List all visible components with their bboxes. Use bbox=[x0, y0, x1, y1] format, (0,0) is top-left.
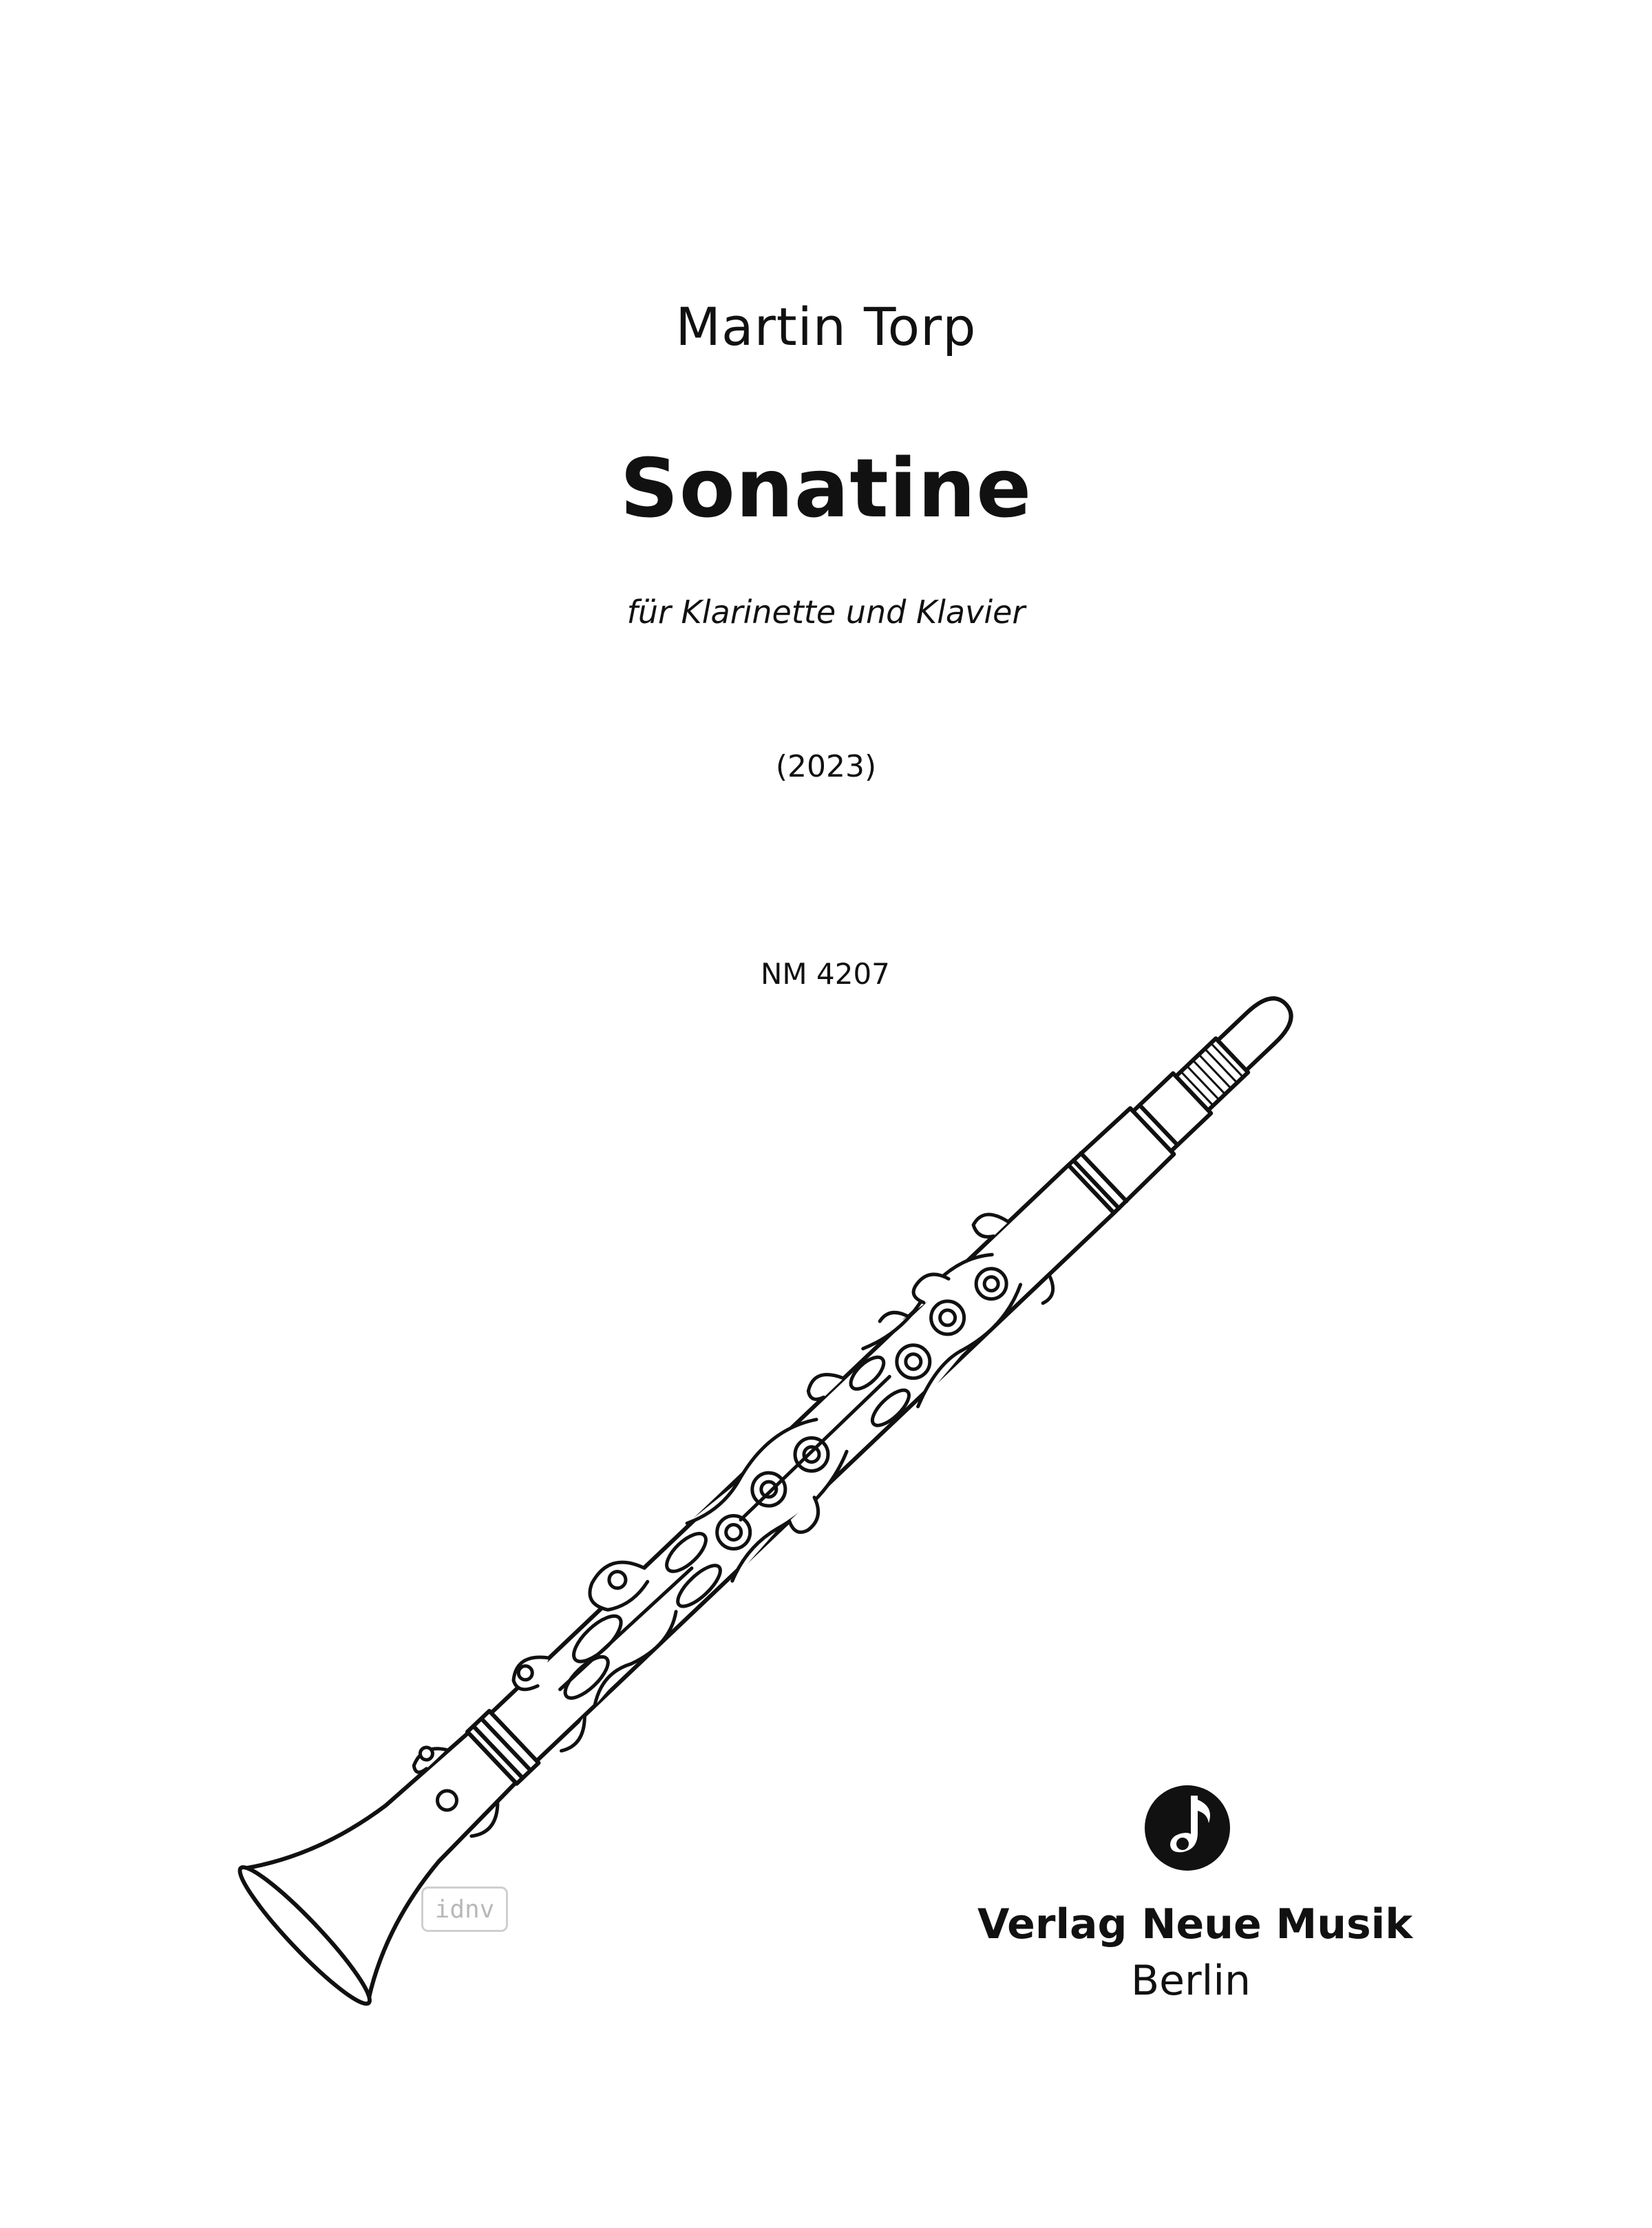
note-circle-logo-icon bbox=[1143, 1783, 1232, 1873]
catalog-number: NM 4207 bbox=[761, 957, 890, 991]
composition-year: (2023) bbox=[775, 749, 877, 784]
instrumentation-subtitle: für Klarinette und Klavier bbox=[626, 593, 1026, 631]
publisher-name: Verlag Neue Musik bbox=[977, 1900, 1413, 1948]
publisher-city: Berlin bbox=[1130, 1957, 1251, 2005]
composer-name: Martin Torp bbox=[675, 296, 977, 357]
watermark-badge: idnv bbox=[421, 1887, 508, 1932]
work-title: Sonatine bbox=[620, 441, 1032, 536]
